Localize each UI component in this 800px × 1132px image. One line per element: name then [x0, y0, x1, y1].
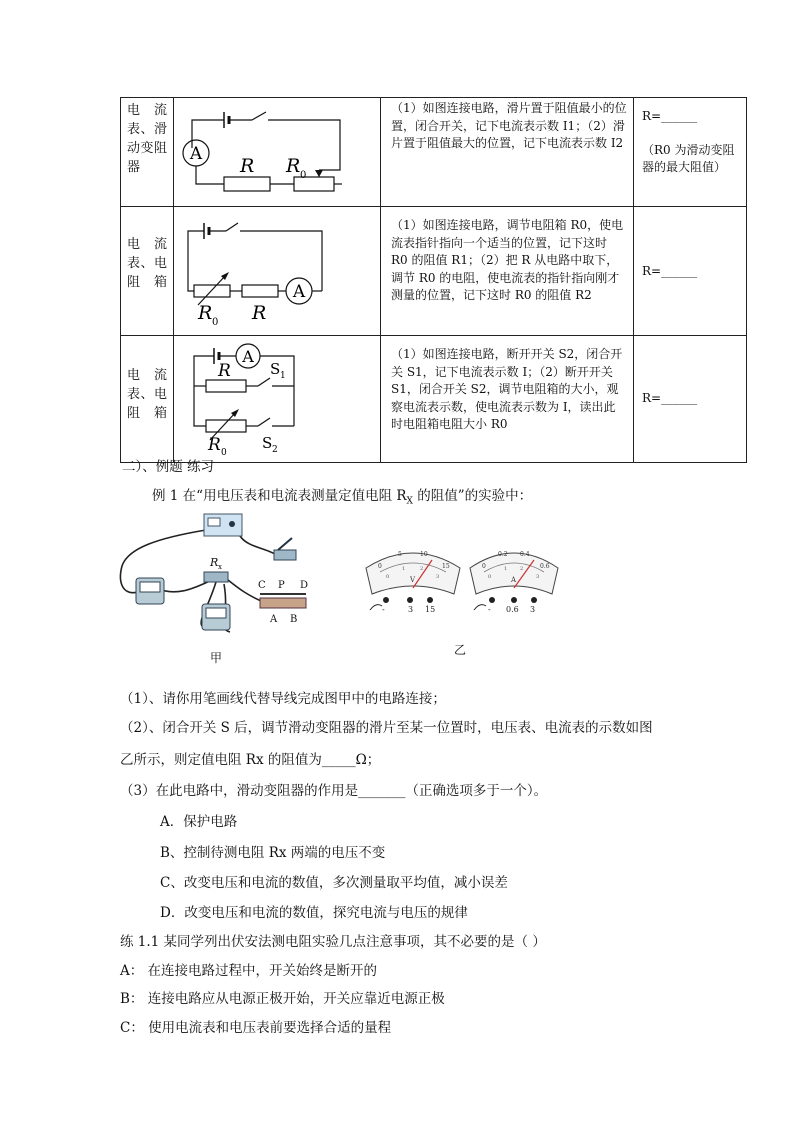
practice-title: 练 1.1 某同学列出伏安法测电阻实验几点注意事项，其不必要的是（ ）	[120, 934, 546, 950]
result-note: （R0 为滑动变阻器的最大阻值）	[642, 143, 735, 174]
svg-text:x: x	[218, 563, 222, 571]
svg-text:0: 0	[488, 574, 492, 580]
svg-text:0.6: 0.6	[506, 605, 519, 614]
resistor-label: R	[252, 302, 267, 324]
circuit-diagram-1	[174, 98, 380, 202]
resistor-rx-icon	[204, 572, 228, 582]
ammeter-label: A	[292, 282, 306, 302]
svg-text:A: A	[511, 576, 517, 584]
switch-icon	[274, 550, 296, 560]
svg-text:2: 2	[420, 566, 424, 572]
ammeter-dial	[470, 551, 558, 614]
table-row	[121, 207, 747, 336]
practice-option-b: B： 连接电路应从电源正极开始，开关应靠近电源正极	[120, 991, 445, 1007]
resistor-label: R	[218, 361, 231, 381]
circuit-diagram-3	[174, 336, 380, 458]
switch-s2-subscript: 2	[272, 445, 278, 455]
resistance-box-subscript: 0	[212, 317, 219, 328]
option-b: B、控制待测电阻 Rx 两端的电压不变	[160, 845, 386, 861]
svg-text:0: 0	[378, 563, 382, 570]
resistor-label: R	[240, 155, 255, 177]
option-a: A．保护电路	[160, 814, 238, 830]
meters-figure-yi	[358, 538, 568, 658]
svg-text:15: 15	[442, 563, 450, 570]
svg-text:-: -	[382, 605, 385, 614]
rheostat-icon	[260, 598, 306, 608]
methods-table	[120, 97, 747, 463]
svg-text:0.4: 0.4	[520, 551, 530, 558]
svg-text:0: 0	[482, 563, 486, 570]
svg-text:1: 1	[402, 566, 406, 572]
table-row	[121, 98, 747, 207]
question-2: （2）、闭合开关 S 后，调节滑动变阻器的滑片至某一位置时，电压表、电流表的示数如图	[120, 720, 653, 736]
svg-text:3: 3	[536, 574, 540, 580]
svg-text:15: 15	[425, 605, 436, 614]
switch-s2-label: S	[262, 434, 273, 452]
voltmeter-dial	[366, 551, 460, 614]
method-steps: （1）如图连接电路，滑片置于阻值最小的位置，闭合开关，记下电流表示数 I1；（2）滑片置于阻值最大的位置，记下电流表示数 I2	[391, 101, 627, 150]
svg-text:5: 5	[398, 551, 402, 558]
switch-s1-subscript: 1	[280, 371, 286, 381]
svg-text:3: 3	[530, 605, 536, 614]
question-3: （3）在此电路中，滑动变阻器的作用是_______（正确选项多于一个）。	[120, 783, 548, 799]
svg-text:2: 2	[520, 566, 524, 572]
ammeter-label: A	[242, 347, 254, 366]
resistance-box-subscript: 0	[221, 448, 227, 458]
svg-text:C: C	[258, 580, 266, 591]
section-title: 二）、例题 练习	[122, 459, 215, 475]
result-blank: R=______	[642, 109, 698, 123]
option-c: C、改变电压和电流的数值，多次测量取平均值，减小误差	[160, 875, 508, 891]
question-2-cont: 乙所示，则定值电阻 Rx 的阻值为_____Ω；	[120, 752, 381, 768]
svg-text:D: D	[300, 580, 309, 591]
svg-text:0.6: 0.6	[540, 563, 550, 570]
figure-caption: 乙	[454, 643, 467, 657]
method-name: 电流表、滑动变阻器	[127, 103, 167, 175]
svg-text:3: 3	[436, 574, 440, 580]
rheostat-subscript: 0	[300, 170, 307, 181]
question-1: （1）、请你用笔画线代替导线完成图甲中的电路连接；	[120, 691, 446, 707]
svg-text:3: 3	[408, 605, 414, 614]
svg-text:0.2: 0.2	[498, 551, 508, 558]
svg-text:1: 1	[504, 566, 508, 572]
method-steps: （1）如图连接电路，调节电阻箱 R0，使电流表指针指向一个适当的位置，记下这时 R0 的阻值 R1；（2）把 R 从电路中取下，调节 R0 的电阻，使电流表的指针指向刚才测量的位置，记下这时 R0 的阻值 R2	[391, 218, 624, 302]
result-blank: R=______	[642, 391, 698, 405]
svg-text:-: -	[488, 605, 491, 614]
apparatus-figure-jia	[118, 508, 348, 668]
svg-text:R: R	[210, 556, 219, 569]
svg-text:10: 10	[420, 551, 428, 558]
method-name: 电流表、电阻箱	[127, 368, 167, 421]
rheostat-label: R	[286, 155, 301, 177]
svg-text:B: B	[290, 614, 298, 625]
resistance-box-label: R	[198, 302, 213, 324]
example-intro: 例 1 在“用电压表和电流表测量定值电阻 $R_X$ 的阻值”的实验中：	[152, 488, 533, 507]
practice-option-c: C： 使用电流表和电压表前要选择合适的量程	[120, 1020, 392, 1036]
figure-caption: 甲	[210, 651, 223, 665]
practice-option-a: A： 在连接电路过程中，开关始终是断开的	[120, 963, 378, 979]
result-blank: R=______	[642, 264, 698, 278]
circuit-diagram-2	[174, 207, 380, 331]
method-name: 电流表、电阻箱	[127, 237, 167, 290]
svg-text:V: V	[410, 576, 416, 584]
resistance-box-label: R	[208, 435, 221, 455]
method-steps: （1）如图连接电路，断开开关 S2，闭合开关 S1，记下电流表示数 I；（2）断开开关 S1，闭合开关 S2，调节电阻箱的大小，观察电流表示数，使电流表示数为 I，读出此时电阻箱电阻大小 R0	[391, 347, 623, 431]
svg-text:0: 0	[386, 574, 390, 580]
table-row	[121, 336, 747, 463]
switch-s1-label: S	[270, 360, 281, 378]
option-d: D．改变电压和电流的数值，探究电流与电压的规律	[160, 905, 468, 921]
svg-text:A: A	[270, 614, 278, 625]
ammeter-label: A	[189, 144, 203, 164]
svg-text:P: P	[278, 580, 285, 591]
